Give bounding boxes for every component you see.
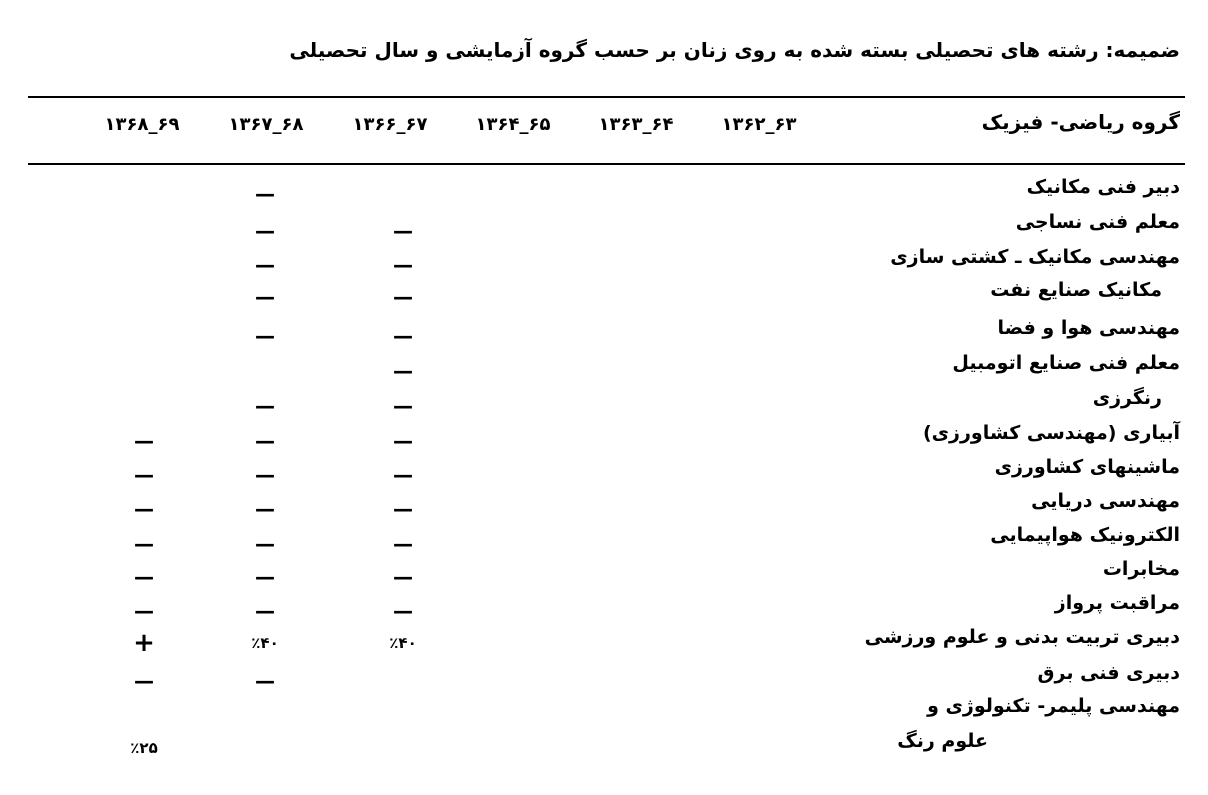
cell-1367: —	[255, 599, 275, 623]
year-header: ۱۳۶۸_۶۹	[104, 114, 180, 135]
cell-1367: —	[255, 253, 275, 277]
row-label: مراقبت پرواز	[1054, 592, 1180, 614]
row-label: مهندسی دریایی	[1031, 490, 1180, 512]
cell-1368: —	[134, 463, 154, 487]
row-label: معلم فنی نساجی	[1015, 211, 1180, 233]
row-label: رنگرزی	[1092, 387, 1162, 409]
cell-1367: —	[255, 429, 275, 453]
cell-1367: ٪۴۰	[251, 634, 279, 652]
row-label: دبیری فنی برق	[1037, 662, 1180, 684]
cell-1367: —	[255, 219, 275, 243]
cell-1366: —	[393, 394, 413, 418]
year-header: ۱۳۶۳_۶۴	[598, 114, 674, 135]
group-label: گروه ریاضی- فیزیک	[981, 110, 1180, 134]
row-label: معلم فنی صنایع اتومبیل	[952, 352, 1180, 374]
document-title: ضمیمه: رشته های تحصیلی بسته شده به روی زنان بر حسب گروه آزمایشی و سال تحصیلی	[289, 38, 1180, 62]
cell-1366: —	[393, 429, 413, 453]
year-header: ۱۳۶۲_۶۳	[721, 114, 797, 135]
cell-1368: —	[134, 565, 154, 589]
row-label: دبیری تربیت بدنی و علوم ورزشی	[864, 626, 1180, 648]
cell-1366: —	[393, 565, 413, 589]
row-label: مهندسی مکانیک ـ کشتی سازی	[890, 246, 1180, 268]
row-label: مهندسی هوا و فضا	[997, 317, 1180, 339]
cell-1368: —	[134, 429, 154, 453]
cell-1367: —	[255, 669, 275, 693]
row-label: الکترونیک هواپیمایی	[990, 524, 1180, 546]
row-label: دبیر فنی مکانیک	[1026, 176, 1180, 198]
cell-1367: —	[255, 565, 275, 589]
header-rule	[28, 163, 1185, 165]
cell-1368: —	[134, 669, 154, 693]
cell-1368: —	[134, 497, 154, 521]
cell-1366: —	[393, 463, 413, 487]
cell-1367: —	[255, 182, 275, 206]
cell-1367: —	[255, 394, 275, 418]
cell-1367: —	[255, 497, 275, 521]
cell-1368: —	[134, 599, 154, 623]
row-label: علوم رنگ	[897, 730, 988, 752]
row-label: مکانیک صنایع نفت	[990, 279, 1162, 301]
cell-1367: —	[255, 324, 275, 348]
cell-1366: —	[393, 219, 413, 243]
cell-1366: —	[393, 285, 413, 309]
row-label: مهندسی پلیمر- تکنولوژی و	[927, 695, 1180, 717]
cell-1366: ٪۴۰	[389, 634, 417, 652]
year-header: ۱۳۶۷_۶۸	[228, 114, 304, 135]
row-label: آبیاری (مهندسی کشاورزی)	[922, 422, 1180, 444]
top-rule	[28, 96, 1185, 98]
row-label: ماشینهای کشاورزی	[994, 456, 1180, 478]
cell-1367: —	[255, 463, 275, 487]
cell-1366: —	[393, 532, 413, 556]
row-label: مخابرات	[1102, 558, 1180, 580]
cell-1366: —	[393, 599, 413, 623]
cell-1368: +	[133, 628, 155, 658]
cell-1366: —	[393, 497, 413, 521]
cell-1368: —	[134, 532, 154, 556]
cell-1367: —	[255, 285, 275, 309]
cell-1368: ٪۲۵	[130, 739, 158, 757]
cell-1366: —	[393, 324, 413, 348]
year-header: ۱۳۶۶_۶۷	[352, 114, 428, 135]
cell-1367: —	[255, 532, 275, 556]
cell-1366: —	[393, 253, 413, 277]
cell-1366: —	[393, 359, 413, 383]
year-header: ۱۳۶۴_۶۵	[475, 114, 551, 135]
